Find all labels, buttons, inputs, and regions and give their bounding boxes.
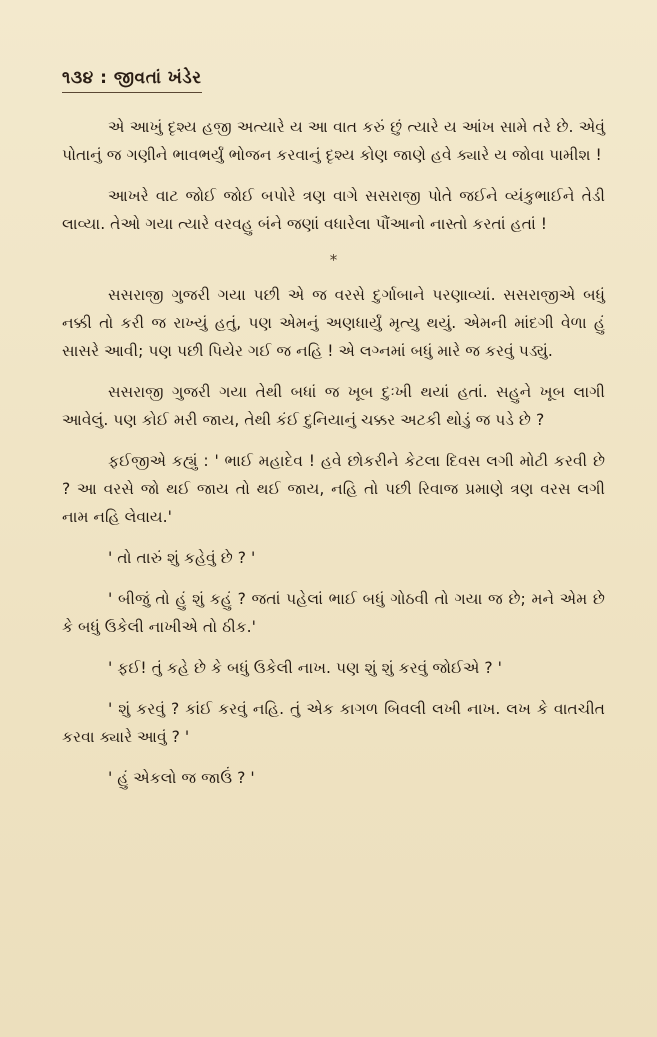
paragraph: સસરાજી ગુજરી ગયા પછી એ જ વરસે દુર્ગાબાને પરણાવ્યાં. સસરાજીએ બધું નક્કી તો કરી જ રાખ્યું હતું, પણ એમનું અણધાર્યું મૃત્યુ થયું. એમની માંદગી વેળા હું સાસરે આવી; પણ પછી પિયેર ગઈ જ નહિ ! એ લગ્નમાં બધું મારે જ કરવું પડ્યું. xyxy=(62,286,605,360)
paragraph: ફઈજીએ કહ્યું : ' ભાઈ મહાદેવ ! હવે છોકરીને કેટલા દિવસ લગી મોટી કરવી છે ? આ વરસે જો થઈ જાય તો થઈ જાય, નહિ તો પછી રિવાજ પ્રમાણે ત્રણ વરસ લગી નામ નહિ લેવાય.' xyxy=(62,452,605,526)
paragraph: આખરે વાટ જોઈ જોઈ બપોરે ત્રણ વાગે સસરાજી પોતે જઈને વ્યંકુભાઈને તેડી લાવ્યા. તેઓ ગયા ત્યારે વરવહુ બંને જણાં વધારેલા પૌંઆનો નાસ્તો કરતાં હતાં ! xyxy=(62,187,605,233)
paragraph: સસરાજી ગુજરી ગયા તેથી બધાં જ ખૂબ દુઃખી થયાં હતાં. સહુને ખૂબ લાગી આવેલું. પણ કોઈ મરી જાય, તેથી કંઈ દુનિયાનું ચક્કર અટકી થોડું જ પડે છે ? xyxy=(62,383,605,429)
paragraph: એ આખું દૃશ્ય હજી અત્યારે ય આ વાત કરું છું ત્યારે ય આંખ સામે તરે છે. એવું પોતાનું જ ગણીને ભાવભર્યું ભોજન કરવાનું દૃશ્ય કોણ જાણે હવે ક્યારે ય જોવા પામીશ ! xyxy=(62,118,605,164)
running-head: ૧૩૪ : જીવતાં ખંડેર xyxy=(62,68,202,93)
paragraph: ' બીજું તો હું શું કહું ? જતાં પહેલાં ભાઈ બધું ગોઠવી તો ગયા જ છે; મને એમ છે કે બધું ઉકેલી નાખીએ તો ઠીક.' xyxy=(62,590,605,636)
body-text xyxy=(62,113,605,792)
paragraph: ' ફઈ! તું કહે છે કે બધું ઉકેલી નાખ. પણ શું શું કરવું જોઈએ ? ' xyxy=(108,659,502,677)
paragraph: ' તો તારું શું કહેવું છે ? ' xyxy=(108,549,256,567)
section-separator: * xyxy=(329,251,338,269)
paragraph: ' હું એકલો જ જાઉં ? ' xyxy=(108,769,255,787)
paragraph: ' શું કરવું ? કાંઈ કરવું નહિ. તું એક કાગળ બિવલી લખી નાખ. લખ કે વાતચીત કરવા ક્યારે આવું ? ' xyxy=(62,700,605,746)
